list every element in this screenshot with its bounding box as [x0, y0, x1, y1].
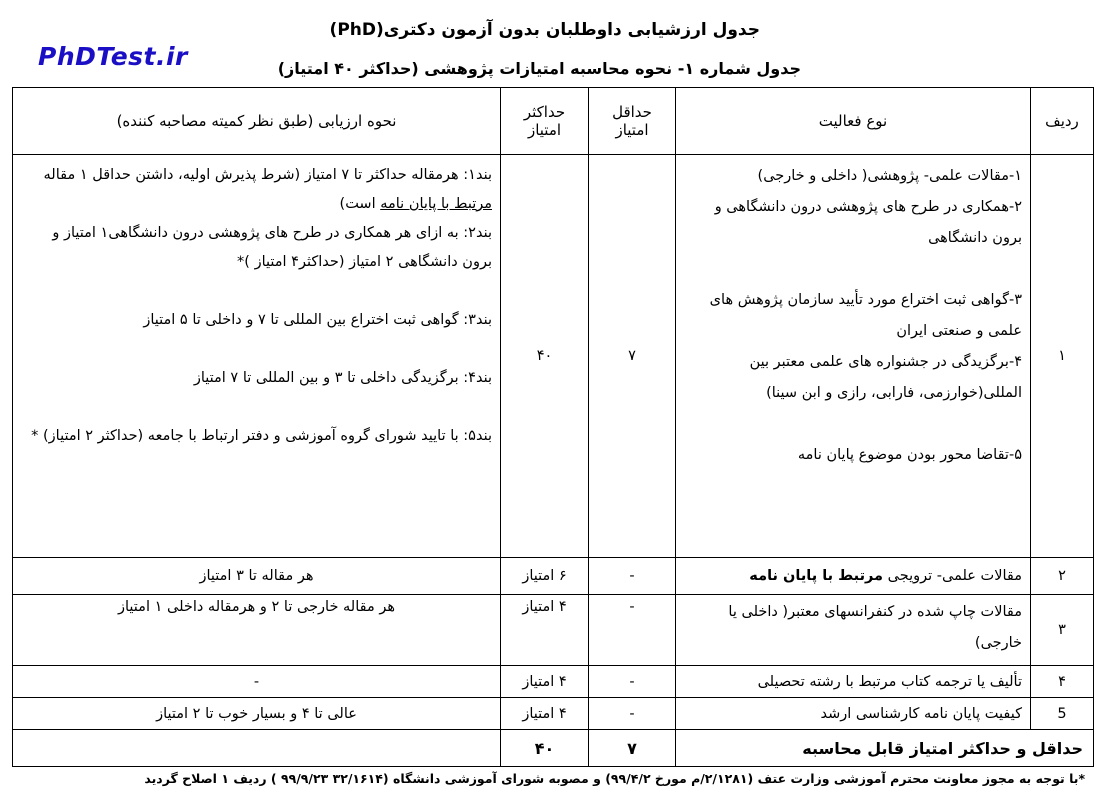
activity-list [676, 155, 1031, 558]
activity-type: مقالات چاپ شده در کنفرانسهای معتبر( داخلی یا خارجی) [676, 595, 1031, 666]
min-score: - [589, 558, 676, 595]
activity-item: ۳-گواهی ثبت اختراع مورد تأیید سازمان پژوهش های علمی و صنعتی ایران [709, 292, 1022, 339]
table-row [13, 558, 1094, 595]
evaluation-text: هر مقاله تا ۳ امتیاز [13, 558, 501, 595]
evaluation-text: عالی تا ۴ و بسیار خوب تا ۲ امتیاز [13, 698, 501, 730]
header-activity-type: نوع فعالیت [676, 88, 1031, 155]
table-row [13, 698, 1094, 730]
max-score: ۴ امتیاز [501, 698, 589, 730]
header-row [13, 88, 1094, 155]
activity-item: ۱-مقالات علمی- پژوهشی( داخلی و خارجی) [757, 168, 1022, 184]
header-min-score: حداقل امتیاز [589, 88, 676, 155]
min-score: - [589, 698, 676, 730]
activity-item: ۵-تقاضا محور بودن موضوع پایان نامه [797, 447, 1022, 463]
min-score: - [589, 666, 676, 698]
total-label: حداقل و حداکثر امتیاز قابل محاسبه [676, 730, 1094, 767]
max-score: ۶ امتیاز [501, 558, 589, 595]
total-empty [13, 730, 501, 767]
clause-5: بند۵: با تایید شورای گروه آموزشی و دفتر ارتباط با جامعه (حداکثر ۲ امتیاز) * [31, 428, 492, 444]
clause-1-underlined: مرتبط با پایان نامه [380, 196, 492, 212]
clause-3: بند۳: گواهی ثبت اختراع بین المللی تا ۷ و داخلی تا ۵ امتیاز [143, 312, 492, 328]
row-index: 5 [1031, 698, 1094, 730]
table-subtitle: جدول شماره ۱- نحوه محاسبه امتیازات پژوهشی (حداکثر ۴۰ امتیاز) [277, 59, 801, 78]
activity-emphasis: مرتبط با پایان نامه [749, 568, 884, 584]
total-max: ۴۰ [501, 730, 589, 767]
evaluation-text [13, 155, 501, 558]
header-evaluation: نحوه ارزیابی (طبق نظر کمیته مصاحبه کننده) [13, 88, 501, 155]
activity-type: مقالات علمی- ترویجی مرتبط با پایان نامه [676, 558, 1031, 595]
total-min: ۷ [589, 730, 676, 767]
site-logo: PhDTest.ir [38, 42, 188, 71]
max-score: ۴۰ [501, 155, 589, 558]
min-score: - [589, 595, 676, 666]
activity-type: کیفیت پایان نامه کارشناسی ارشد [676, 698, 1031, 730]
row-index: ۴ [1031, 666, 1094, 698]
max-score: ۴ امتیاز [501, 595, 589, 666]
min-score: ۷ [589, 155, 676, 558]
table-row [13, 155, 1094, 558]
row-index: ۲ [1031, 558, 1094, 595]
row-index: ۳ [1031, 595, 1094, 666]
page-title: جدول ارزشیابی داوطلبان بدون آزمون دکتری(PhD) [329, 20, 760, 40]
max-score: ۴ امتیاز [501, 666, 589, 698]
table-row [13, 595, 1094, 666]
activity-item: ۲-همکاری در طرح های پژوهشی درون دانشگاهی و برون دانشگاهی [714, 199, 1022, 246]
header-max-score: حداکثر امتیاز [501, 88, 589, 155]
clause-2: بند۲: به ازای هر همکاری در طرح های پژوهشی درون دانشگاهی۱ امتیاز و برون دانشگاهی ۲ امتیاز (حداکثر۴ امتیاز )* [52, 225, 492, 270]
header-row-index: ردیف [1031, 88, 1094, 155]
evaluation-text: هر مقاله خارجی تا ۲ و هرمقاله داخلی ۱ امتیاز [13, 595, 501, 666]
footnote: *با توجه به مجوز معاونت محترم آموزشی وزارت عتف (۲/۱۲۸۱/م مورخ ۹۹/۴/۲) و مصوبه شورای آموزشی دانشگاه (۳۲/۱۶۱۴ ۹۹/۹/۲۳ ) ردیف ۱ اصلاح گردید [144, 771, 1085, 786]
evaluation-text: - [13, 666, 501, 698]
row-index: ۱ [1031, 155, 1094, 558]
activity-type: تألیف یا ترجمه کتاب مرتبط با رشته تحصیلی [676, 666, 1031, 698]
clause-4: بند۴: برگزیدگی داخلی تا ۳ و بین المللی تا ۷ امتیاز [193, 370, 492, 386]
total-row [13, 730, 1094, 767]
scoring-table [12, 87, 1094, 767]
table-row [13, 666, 1094, 698]
activity-item: ۴-برگزیدگی در جشنواره های علمی معتبر بین المللی(خوارزمی، فارابی، رازی و ابن سینا) [749, 354, 1022, 401]
clause-1: بند۱: هرمقاله حداکثر تا ۷ امتیاز (شرط پذیرش اولیه، داشتن حداقل ۱ مقاله مرتبط با پایان نامه است) [43, 167, 492, 212]
